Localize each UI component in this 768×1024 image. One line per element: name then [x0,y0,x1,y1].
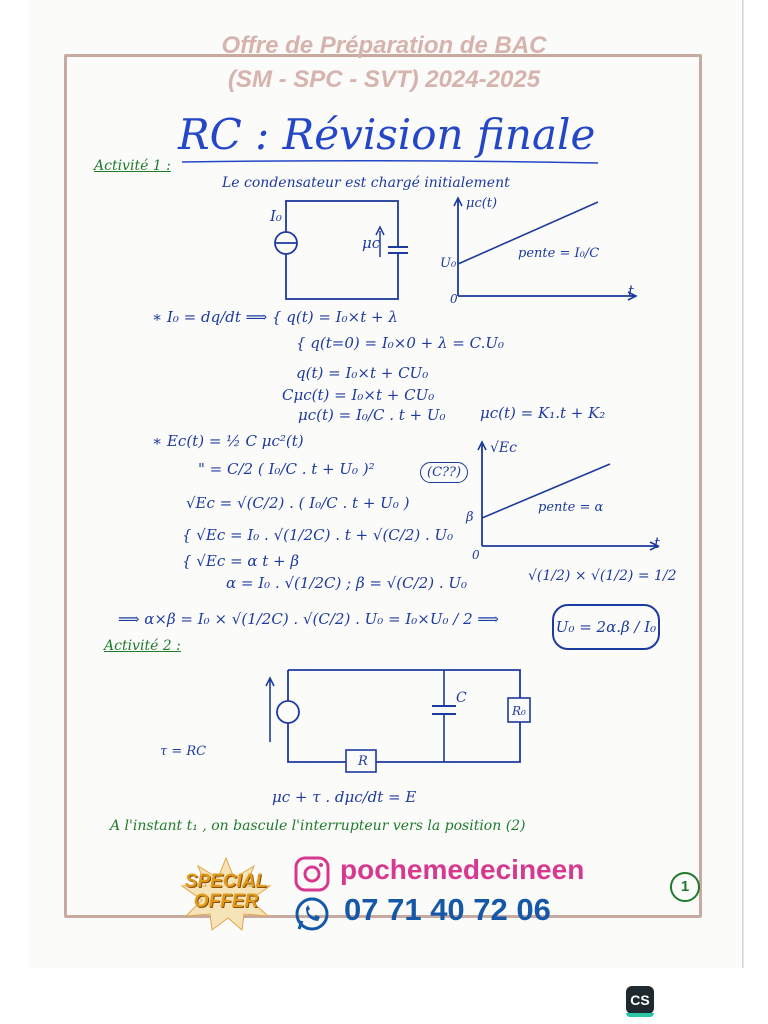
circuit-1 [262,195,422,315]
page-title: RC : Révision finale [178,110,596,159]
graph-2-y0: β [466,510,474,525]
instagram-icon [294,856,330,892]
whatsapp-icon [294,896,330,932]
switch-note: A l'instant t₁ , on bascule l'interrupteur vers la position (2) [110,818,526,834]
energy-4: { √Ec = I₀ . √(1/2C) . t + √(C/2) . U₀ [182,526,454,544]
source-label: I₀ [270,207,282,225]
graph-2-ylabel: √Ec [490,440,517,456]
resistor-r0-label: R₀ [512,704,526,718]
eq-4: Cμc(t) = I₀×t + CU₀ [282,386,435,404]
circuit-2 [262,664,532,776]
page-number: 1 [670,872,700,902]
graph-1-y0: U₀ [440,256,457,271]
uc-label: μc [362,234,381,252]
instagram-handle: pochemedecineen [340,854,585,885]
energy-5: { √Ec = α t + β [182,552,300,570]
activity-1-heading: Activité 1 : [94,158,171,174]
capacitor-label: C [456,690,467,706]
activity-2-heading: Activité 2 : [104,638,181,654]
eq-2: { q(t=0) = I₀×0 + λ = C.U₀ [296,334,504,352]
eq-3: q(t) = I₀×t + CU₀ [296,364,429,382]
graph-1-xlabel: t [628,282,635,300]
tau-definition: τ = RC [160,744,207,759]
energy-6: α = I₀ . √(1/2C) ; β = √(C/2) . U₀ [226,574,468,592]
activity-1-subtitle: Le condensateur est chargé initialement [222,175,510,191]
energy-1: ∗ Ec(t) = ½ C μc²(t) [152,432,304,450]
special-offer-line-2: OFFER [193,891,259,912]
energy-8: ⟹ α×β = I₀ × √(1/2C) . √(C/2) . U₀ = I₀×U₀ / 2 ⟹ [118,610,499,628]
eq-1: ∗ I₀ = dq/dt ⟹ { q(t) = I₀×t + λ [152,308,398,326]
result-u0-box: U₀ = 2α.β / I₀ [552,604,660,650]
header-line-2: (SM - SPC - SVT) 2024-2025 [227,66,541,93]
graph-2-origin: 0 [472,548,480,562]
graph-2-xlabel: t [654,534,661,552]
energy-2: " = C/2 ( I₀/C . t + U₀ )² [198,460,375,478]
graph-1-origin: 0 [450,292,458,306]
header-line-1: Offre de Préparation de BAC [221,32,547,59]
graph-1-slope: pente = I₀/C [518,246,600,261]
energy-3: √Ec = √(C/2) . ( I₀/C . t + U₀ ) [186,494,410,512]
energy-7: √(1/2) × √(1/2) = 1/2 [528,568,677,584]
differential-equation: μc + τ . dμc/dt = E [272,788,417,806]
camscanner-logo: CS [626,986,654,1014]
title-underline [180,158,600,166]
resistor-r-label: R [358,754,368,769]
graph-1-ylabel: μc(t) [466,196,498,211]
special-offer-line-1: SPECIAL [184,871,268,892]
question-bubble: (C??) [420,462,468,483]
eq-5: μc(t) = I₀/C . t + U₀ [298,406,446,424]
graph-2-slope: pente = α [538,500,604,515]
eq-6: μc(t) = K₁.t + K₂ [480,404,606,422]
phone-number: 07 71 40 72 06 [344,892,551,927]
